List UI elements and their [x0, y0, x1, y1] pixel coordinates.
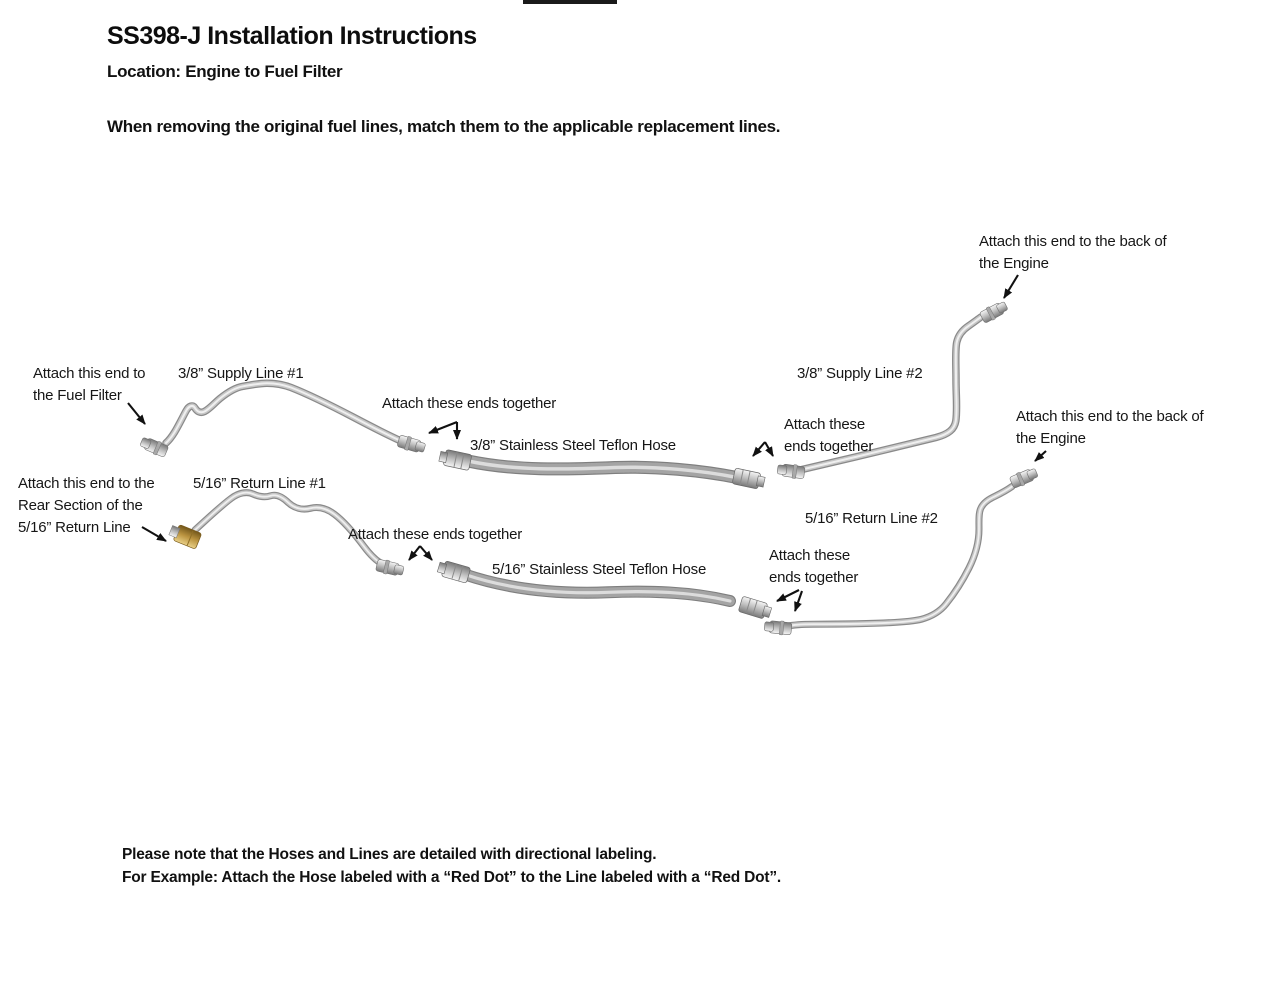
label-supply-hose: 3/8” Stainless Steel Teflon Hose [470, 437, 676, 454]
callout-engine-mid-line2: the Engine [1016, 430, 1086, 447]
supply-hose-right-nut [732, 468, 766, 490]
page-title: SS398-J Installation Instructions [107, 22, 477, 50]
callout-engine-top-line2: the Engine [979, 255, 1049, 272]
callout-engine-mid-line1: Attach this end to the back of [1016, 408, 1204, 425]
arrow-return2-join-down [795, 591, 802, 611]
callout-ends-return-left: Attach these ends together [348, 526, 523, 543]
arrow-supply-join-left [429, 422, 457, 433]
return-line-2-engine-fitting [1009, 466, 1039, 489]
arrow-return-join-left [409, 546, 420, 560]
callout-ends-supply-right-line1: Attach these [784, 416, 865, 433]
label-supply-line-1: 3/8” Supply Line #1 [178, 365, 304, 382]
footer-note-line1: Please note that the Hoses and Lines are detailed with directional labeling. [122, 846, 657, 863]
arrow-return-join-right [420, 546, 432, 560]
supply-line-1-hose-fitting [397, 434, 427, 455]
arrow-engine-top [1004, 275, 1018, 298]
arrow-supply2-join-right [765, 442, 773, 456]
intro-text: When removing the original fuel lines, match them to the applicable replacement lines. [107, 117, 781, 136]
supply-line-2-hose-fitting [777, 462, 806, 479]
supply-hose-left-nut [438, 448, 472, 470]
callout-rear-section [18, 473, 155, 539]
callout-ends-supply-right-line2: ends together [784, 438, 874, 455]
callout-ends-return-right-line2: ends together [769, 569, 859, 586]
return-hose-right-nut [738, 596, 772, 620]
callout-rear-section-line3: 5/16” Return Line [18, 519, 131, 536]
callout-rear-section-line2: Rear Section of the [18, 497, 143, 514]
label-supply-line-2: 3/8” Supply Line #2 [797, 365, 923, 382]
page-location: Location: Engine to Fuel Filter [107, 62, 343, 81]
return-line-1-hose-fitting [375, 558, 404, 578]
return-hose-left-nut [436, 559, 470, 583]
supply-line-1-filter-fitting [139, 435, 169, 458]
callout-fuel-filter [33, 363, 145, 407]
callout-engine-top-line1: Attach this end to the back of [979, 233, 1167, 250]
arrow-supply2-join-left [753, 442, 765, 456]
label-return-hose: 5/16” Stainless Steel Teflon Hose [492, 561, 707, 578]
callout-rear-section-line1: Attach this end to the [18, 475, 155, 492]
footer-notes [122, 843, 781, 889]
callout-engine-top [979, 231, 1166, 275]
return-line-2-hose-fitting [764, 619, 792, 636]
callout-engine-mid [1016, 406, 1203, 450]
callout-ends-return-right-line1: Attach these [769, 547, 850, 564]
arrow-engine-mid [1035, 451, 1046, 461]
arrow-return2-join-left [777, 590, 799, 601]
label-return-line-2: 5/16” Return Line #2 [805, 510, 938, 527]
callout-fuel-filter-line1: Attach this end to [33, 365, 146, 382]
callout-ends-return-right [769, 545, 858, 589]
callout-fuel-filter-line2: the Fuel Filter [33, 387, 122, 404]
callout-ends-supply-left: Attach these ends together [382, 395, 557, 412]
label-return-line-1: 5/16” Return Line #1 [193, 475, 326, 492]
footer-note-line2: For Example: Attach the Hose labeled with a “Red Dot” to the Line labeled with a “Red Dot”. [122, 869, 782, 886]
callout-ends-supply-right [784, 414, 873, 458]
supply-line-2-engine-fitting [979, 299, 1009, 324]
